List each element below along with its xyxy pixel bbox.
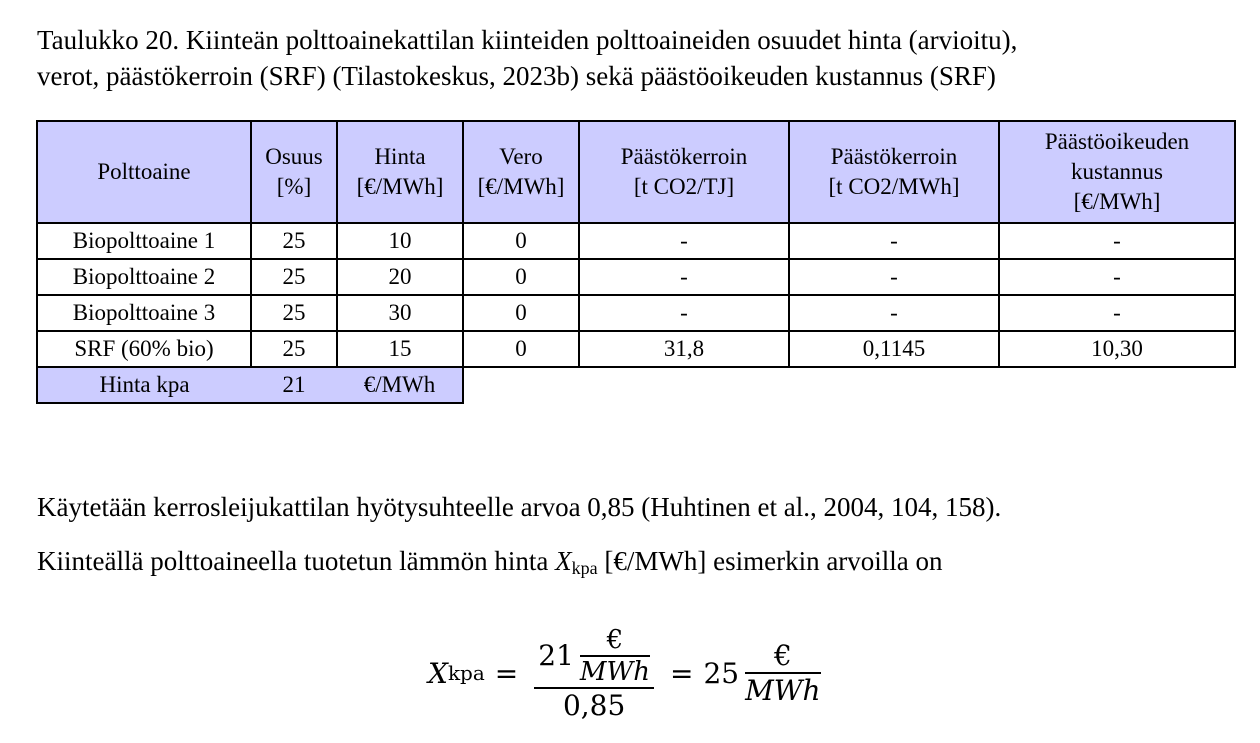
header-paastokerroin-tj: Päästökerroin [t CO2/TJ] xyxy=(579,121,789,223)
equation-lhs-sub: kpa xyxy=(447,661,485,685)
cell: 15 xyxy=(337,331,463,367)
cell: 0,1145 xyxy=(789,331,999,367)
equals-sign: = xyxy=(494,656,519,690)
cell: 0 xyxy=(463,331,579,367)
cell: - xyxy=(999,223,1235,259)
header-paastokerroin-mwh: Päästökerroin [t CO2/MWh] xyxy=(789,121,999,223)
cell: 10,30 xyxy=(999,331,1235,367)
table-row xyxy=(37,259,1235,295)
cell: 0 xyxy=(463,259,579,295)
equals-sign-2: = xyxy=(670,656,694,690)
denominator: 0,85 xyxy=(562,688,626,722)
unit-fraction: € MWh xyxy=(579,624,650,687)
table-header-row xyxy=(37,121,1235,223)
paragraph-efficiency: Käytetään kerrosleijukattilan hyötysuhteelle arvoa 0,85 (Huhtinen et al., 2004, 104, 158). xyxy=(37,492,1002,522)
cell: 25 xyxy=(251,295,337,331)
cell: - xyxy=(579,295,789,331)
cell: 20 xyxy=(337,259,463,295)
table-row xyxy=(37,223,1235,259)
result-value: 25 xyxy=(703,656,740,690)
summary-row xyxy=(37,367,1235,403)
header-vero: Vero [€/MWh] xyxy=(463,121,579,223)
cell: - xyxy=(579,223,789,259)
summary-value: 21 xyxy=(251,367,337,403)
caption-line-1: Taulukko 20. Kiinteän polttoainekattilan kiinteiden polttoaineiden osuudet hinta (arvioitu), xyxy=(37,25,1018,55)
main-fraction xyxy=(534,625,654,722)
cell: Biopolttoaine 1 xyxy=(37,223,251,259)
header-hinta: Hinta [€/MWh] xyxy=(337,121,463,223)
numerator-value: 21 xyxy=(538,639,574,672)
cell: 0 xyxy=(463,223,579,259)
cell: 25 xyxy=(251,223,337,259)
cell: Biopolttoaine 2 xyxy=(37,259,251,295)
cell: SRF (60% bio) xyxy=(37,331,251,367)
cell: 25 xyxy=(251,331,337,367)
variable-subscript: kpa xyxy=(571,558,598,578)
cell: Biopolttoaine 3 xyxy=(37,295,251,331)
price-equation xyxy=(428,618,821,728)
cell: - xyxy=(999,295,1235,331)
header-osuus: Osuus [%] xyxy=(251,121,337,223)
cell: - xyxy=(789,223,999,259)
header-polttoaine: Polttoaine xyxy=(37,121,251,223)
cell: 31,8 xyxy=(579,331,789,367)
cell: - xyxy=(999,259,1235,295)
caption-line-2: verot, päästökerroin (SRF) (Tilastokeskus, 2023b) sekä päästöoikeuden kustannus (SRF) xyxy=(37,61,996,91)
paragraph-price-intro: Kiinteällä polttoaineella tuotetun lämmön hinta $X_{kpa}$ [€/MWh] esimerkin arvoilla on xyxy=(37,546,943,578)
cell: - xyxy=(789,295,999,331)
cell: 25 xyxy=(251,259,337,295)
header-paastooikeuden-kustannus: Päästöoikeuden kustannus [€/MWh] xyxy=(999,121,1235,223)
result-unit-fraction: € MWh xyxy=(745,639,821,707)
summary-unit: €/MWh xyxy=(337,367,463,403)
cell: 0 xyxy=(463,295,579,331)
table-caption xyxy=(37,22,1237,94)
variable-x: X xyxy=(555,546,572,576)
summary-label: Hinta kpa xyxy=(37,367,251,403)
cell: 10 xyxy=(337,223,463,259)
cell: 30 xyxy=(337,295,463,331)
table-row xyxy=(37,331,1235,367)
cell: - xyxy=(579,259,789,295)
cell: - xyxy=(789,259,999,295)
equation-lhs-var: X xyxy=(428,656,448,690)
table-row xyxy=(37,295,1235,331)
fuel-table xyxy=(36,120,1236,404)
